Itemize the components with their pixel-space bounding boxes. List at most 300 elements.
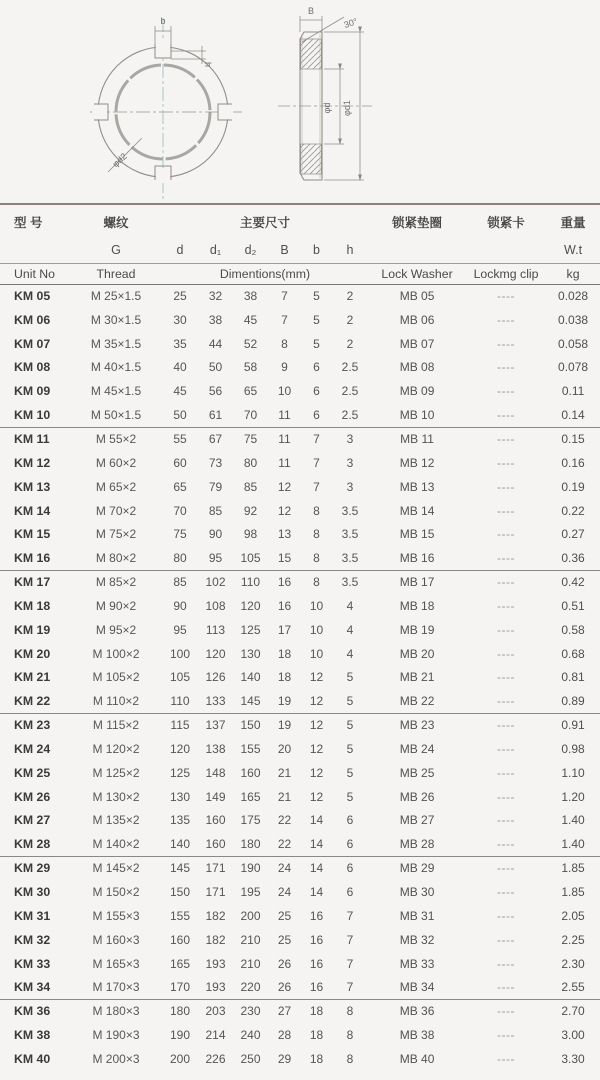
d1-cell: 108 bbox=[205, 598, 226, 613]
unit-no-cell: KM 17 bbox=[14, 575, 51, 590]
table-row bbox=[0, 928, 600, 952]
unit-no-cell: KM 11 bbox=[14, 432, 50, 447]
h-cell: 6 bbox=[346, 813, 354, 828]
thread-cell: M 125×2 bbox=[92, 765, 140, 780]
b-cell: 5 bbox=[313, 289, 320, 304]
thread-cell: M 190×3 bbox=[92, 1028, 140, 1043]
b-cell: 16 bbox=[309, 932, 324, 947]
table-row bbox=[0, 594, 600, 618]
header-dimensions-en: Dimentions(mm) bbox=[162, 263, 368, 284]
d-cell: 190 bbox=[169, 1028, 191, 1043]
d1-cell: 133 bbox=[198, 689, 233, 713]
thread-cell: M 35×1.5 bbox=[90, 336, 142, 351]
weight-cell: 0.15 bbox=[561, 432, 585, 447]
d2-cell: 65 bbox=[243, 384, 258, 399]
table-row bbox=[0, 999, 600, 1023]
weight-cell: 2.30 bbox=[561, 956, 585, 971]
d-cell: 50 bbox=[162, 403, 198, 427]
B-cell: 8 bbox=[281, 336, 288, 351]
b-cell: 12 bbox=[309, 670, 324, 685]
weight-cell: 3.30 bbox=[561, 1051, 585, 1066]
d-cell: 95 bbox=[173, 622, 187, 637]
B-cell: 24 bbox=[277, 885, 292, 900]
d1-cell: 193 bbox=[198, 975, 233, 999]
table-row bbox=[0, 785, 600, 809]
header-locking-clip-cn: 锁紧卡 bbox=[487, 215, 525, 230]
locking-clip-cell: ---- bbox=[497, 1004, 516, 1019]
B-cell: 15 bbox=[268, 546, 301, 570]
lock-washer-cell: MB 28 bbox=[368, 832, 466, 856]
d1-cell: 102 bbox=[205, 575, 226, 590]
thread-cell: M 95×2 bbox=[95, 622, 137, 637]
B-cell: 16 bbox=[277, 575, 292, 590]
unit-no-cell: KM 31 bbox=[14, 908, 51, 923]
header-empty-2 bbox=[368, 238, 466, 263]
header-row-english bbox=[0, 263, 600, 284]
lock-washer-cell: MB 32 bbox=[399, 932, 435, 947]
b-cell: 16 bbox=[309, 908, 324, 923]
d2-label: φd2 bbox=[110, 151, 129, 170]
table-row bbox=[0, 499, 600, 523]
h-cell: 3.5 bbox=[341, 503, 359, 518]
weight-cell: 0.19 bbox=[561, 479, 585, 494]
locking-clip-cell: ---- bbox=[497, 360, 516, 375]
locking-clip-cell: ---- bbox=[497, 503, 516, 518]
table-row bbox=[0, 451, 600, 475]
d2-cell: 190 bbox=[240, 861, 261, 876]
unit-no-cell: KM 21 bbox=[14, 670, 51, 685]
thread-cell: M 160×3 bbox=[92, 932, 140, 947]
locking-clip-cell: ---- bbox=[497, 455, 516, 470]
d1-cell: 182 bbox=[205, 932, 226, 947]
unit-no-cell: KM 15 bbox=[14, 527, 51, 542]
b-cell: 14 bbox=[301, 832, 332, 856]
thread-cell: M 130×2 bbox=[92, 789, 140, 804]
d1-cell: 214 bbox=[205, 1028, 226, 1043]
weight-cell: 0.14 bbox=[546, 403, 600, 427]
weight-cell: 0.51 bbox=[561, 598, 585, 613]
weight-cell: 0.11 bbox=[561, 384, 585, 399]
b-cell: 5 bbox=[313, 312, 320, 327]
unit-no-cell: KM 18 bbox=[14, 598, 51, 613]
h-cell: 4 bbox=[346, 622, 354, 637]
d1-cell: 32 bbox=[208, 289, 223, 304]
d1-cell: 44 bbox=[208, 336, 223, 351]
b-cell: 12 bbox=[309, 789, 324, 804]
lock-washer-cell: MB 19 bbox=[399, 622, 435, 637]
d1-cell: 126 bbox=[205, 670, 226, 685]
b-cell: 10 bbox=[309, 622, 324, 637]
header-b: b bbox=[313, 243, 320, 258]
B-cell: 20 bbox=[277, 741, 292, 756]
d-cell: 70 bbox=[173, 503, 187, 518]
d-cell: 125 bbox=[169, 765, 191, 780]
b-cell: 6 bbox=[301, 403, 332, 427]
B-cell: 26 bbox=[268, 975, 301, 999]
d1-cell: 90 bbox=[208, 527, 223, 542]
h-cell: 3.5 bbox=[332, 546, 368, 570]
d1-cell: 226 bbox=[205, 1051, 226, 1066]
header-thread-en: Thread bbox=[70, 263, 162, 284]
lock-washer-cell: MB 24 bbox=[399, 741, 435, 756]
d1-cell: 85 bbox=[208, 503, 223, 518]
B-cell: 11 bbox=[278, 455, 291, 470]
h-cell: 7 bbox=[346, 908, 354, 923]
header-model: 型 号 bbox=[14, 215, 43, 230]
unit-no-cell: KM 20 bbox=[14, 646, 51, 661]
b-cell: 8 bbox=[313, 527, 320, 542]
unit-no-cell: KM 30 bbox=[14, 885, 51, 900]
B-cell: 29 bbox=[277, 1051, 292, 1066]
d1-cell: 95 bbox=[198, 546, 233, 570]
thread-cell: M 110×2 bbox=[70, 689, 162, 713]
h-cell: 8 bbox=[346, 1004, 354, 1019]
h-cell: 8 bbox=[346, 1051, 354, 1066]
thread-cell: M 45×1.5 bbox=[90, 384, 142, 399]
thread-cell: M 55×2 bbox=[95, 432, 137, 447]
d2-cell: 160 bbox=[240, 765, 261, 780]
thread-cell: M 200×3 bbox=[92, 1051, 140, 1066]
table-row bbox=[0, 666, 600, 690]
locking-clip-cell: ---- bbox=[497, 908, 516, 923]
h-cell: 3 bbox=[346, 432, 354, 447]
locking-clip-cell: ---- bbox=[497, 956, 516, 971]
lock-washer-cell: MB 05 bbox=[399, 289, 435, 304]
technical-drawings bbox=[0, 0, 600, 203]
b-cell: 14 bbox=[309, 885, 324, 900]
spec-table bbox=[0, 203, 600, 1071]
d2-cell: 140 bbox=[240, 670, 261, 685]
unit-no-cell: KM 23 bbox=[14, 718, 51, 733]
d1-cell: 148 bbox=[205, 765, 226, 780]
unit-no-cell: KM 33 bbox=[14, 956, 51, 971]
unit-no-cell: KM 14 bbox=[14, 503, 51, 518]
d1-cell: 171 bbox=[205, 861, 226, 876]
lock-washer-cell: MB 17 bbox=[399, 575, 435, 590]
d2-cell: 120 bbox=[240, 598, 261, 613]
table-row bbox=[0, 880, 600, 904]
lock-washer-cell: MB 16 bbox=[368, 546, 466, 570]
d2-cell: 145 bbox=[233, 689, 268, 713]
weight-cell: 0.98 bbox=[561, 741, 585, 756]
h-cell: 2.5 bbox=[341, 384, 359, 399]
d2-cell: 52 bbox=[243, 336, 258, 351]
thread-cell: M 120×2 bbox=[92, 741, 140, 756]
angle-label: 30° bbox=[342, 16, 359, 30]
table-row bbox=[0, 356, 600, 380]
B-cell: 25 bbox=[277, 908, 292, 923]
weight-cell: 3.00 bbox=[561, 1028, 585, 1043]
locking-clip-cell: ---- bbox=[497, 813, 516, 828]
locking-clip-cell: ---- bbox=[497, 1028, 516, 1043]
header-d1: d₁ bbox=[209, 243, 222, 258]
d1-cell: 137 bbox=[205, 718, 226, 733]
B-cell: 21 bbox=[277, 789, 292, 804]
b-cell: 6 bbox=[313, 384, 320, 399]
locking-clip-cell: ---- bbox=[466, 832, 546, 856]
locking-clip-cell: ---- bbox=[497, 670, 516, 685]
d-cell: 120 bbox=[169, 741, 191, 756]
header-locking-clip-en: Lockmg clip bbox=[466, 263, 546, 284]
d-cell: 150 bbox=[169, 885, 191, 900]
h-cell: 7 bbox=[346, 932, 354, 947]
table-row bbox=[0, 332, 600, 356]
B-cell: 25 bbox=[277, 932, 292, 947]
B-cell: 28 bbox=[277, 1028, 292, 1043]
B-dimension bbox=[300, 16, 322, 32]
d-cell: 25 bbox=[173, 289, 187, 304]
B-label: B bbox=[307, 6, 315, 16]
d-cell: 115 bbox=[170, 718, 190, 733]
unit-no-cell: KM 34 bbox=[0, 975, 70, 999]
unit-no-cell: KM 05 bbox=[14, 289, 51, 304]
d2-cell: 125 bbox=[240, 622, 261, 637]
locking-clip-cell: ---- bbox=[497, 336, 516, 351]
header-h: h bbox=[346, 243, 354, 258]
header-Wt: W.t bbox=[564, 243, 583, 258]
d1-cell: 67 bbox=[208, 432, 223, 447]
unit-no-cell: KM 07 bbox=[14, 336, 51, 351]
table-row bbox=[0, 737, 600, 761]
thread-cell: M 170×3 bbox=[70, 975, 162, 999]
d2-cell: 105 bbox=[233, 546, 268, 570]
d2-cell: 70 bbox=[233, 403, 268, 427]
B-cell: 19 bbox=[268, 689, 301, 713]
side-view-drawing bbox=[272, 2, 432, 202]
weight-cell: 0.89 bbox=[546, 689, 600, 713]
table-row bbox=[0, 1023, 600, 1047]
d1-cell: 38 bbox=[208, 312, 223, 327]
header-row-symbols bbox=[0, 238, 600, 263]
b-cell: 7 bbox=[313, 455, 320, 470]
weight-cell: 1.10 bbox=[561, 765, 585, 780]
unit-no-cell: KM 29 bbox=[14, 861, 51, 876]
d2-cell: 85 bbox=[243, 479, 258, 494]
locking-clip-cell: ---- bbox=[466, 689, 546, 713]
weight-cell: 1.20 bbox=[561, 789, 585, 804]
h-cell: 6 bbox=[346, 861, 354, 876]
h-cell: 5 bbox=[346, 765, 354, 780]
d1-cell: 149 bbox=[205, 789, 226, 804]
h-cell: 4 bbox=[346, 598, 354, 613]
b-cell: 14 bbox=[309, 861, 324, 876]
weight-cell: 0.028 bbox=[558, 289, 589, 304]
table-header bbox=[0, 204, 600, 284]
lock-washer-cell: MB 31 bbox=[399, 908, 435, 923]
lock-washer-cell: MB 30 bbox=[399, 885, 435, 900]
B-cell: 21 bbox=[277, 765, 292, 780]
lock-washer-cell: MB 07 bbox=[399, 336, 435, 351]
b-cell: 7 bbox=[313, 479, 320, 494]
b-cell: 18 bbox=[309, 1051, 324, 1066]
h-cell: 7 bbox=[332, 975, 368, 999]
b-cell: 10 bbox=[309, 598, 324, 613]
locking-clip-cell: ---- bbox=[497, 718, 516, 733]
table-row bbox=[0, 403, 600, 427]
locking-clip-cell: ---- bbox=[497, 479, 516, 494]
thread-cell: M 85×2 bbox=[95, 575, 137, 590]
table-row bbox=[0, 284, 600, 308]
table-row bbox=[0, 1047, 600, 1071]
thread-cell: M 90×2 bbox=[95, 598, 137, 613]
header-unit-no: Unit No bbox=[0, 263, 70, 284]
table-row bbox=[0, 904, 600, 928]
h-cell: 3.5 bbox=[341, 575, 359, 590]
locking-clip-cell: ---- bbox=[497, 575, 516, 590]
locking-clip-cell: ---- bbox=[497, 312, 516, 327]
lock-washer-cell: MB 38 bbox=[399, 1028, 435, 1043]
lock-washer-cell: MB 13 bbox=[399, 479, 435, 494]
thread-cell: M 155×3 bbox=[92, 908, 140, 923]
header-kg: kg bbox=[546, 263, 600, 284]
b-cell: 12 bbox=[309, 741, 324, 756]
table-row bbox=[0, 379, 600, 403]
h-cell: 6 bbox=[332, 832, 368, 856]
d2-cell: 45 bbox=[243, 312, 258, 327]
table-row bbox=[0, 952, 600, 976]
lock-washer-cell: MB 18 bbox=[399, 598, 435, 613]
weight-cell: 1.85 bbox=[561, 885, 585, 900]
B-cell: 22 bbox=[277, 813, 292, 828]
lock-washer-cell: MB 22 bbox=[368, 689, 466, 713]
b-cell: 14 bbox=[309, 813, 324, 828]
unit-no-cell: KM 27 bbox=[14, 813, 51, 828]
h-cell: 5 bbox=[346, 718, 354, 733]
phi-d1-label: φd1 bbox=[342, 100, 352, 116]
h-cell: 5 bbox=[332, 689, 368, 713]
h-cell: 3 bbox=[346, 455, 354, 470]
header-B: B bbox=[280, 243, 289, 258]
lock-washer-cell: MB 06 bbox=[399, 312, 435, 327]
h-label: h bbox=[203, 62, 213, 68]
header-empty-1 bbox=[0, 238, 70, 263]
d1-cell: 171 bbox=[205, 885, 226, 900]
d2-cell: 210 bbox=[240, 932, 261, 947]
h-cell: 2.5 bbox=[341, 360, 359, 375]
d2-cell: 180 bbox=[233, 832, 268, 856]
d1-cell: 193 bbox=[205, 956, 226, 971]
B-cell: 12 bbox=[277, 503, 292, 518]
d2-cell: 155 bbox=[240, 741, 261, 756]
h-cell: 2.5 bbox=[332, 403, 368, 427]
unit-no-cell: KM 26 bbox=[14, 789, 51, 804]
B-cell: 19 bbox=[277, 718, 292, 733]
b-cell: 8 bbox=[313, 503, 320, 518]
h-cell: 2 bbox=[346, 312, 354, 327]
table-row bbox=[0, 546, 600, 570]
unit-no-cell: KM 25 bbox=[14, 765, 51, 780]
unit-no-cell: KM 28 bbox=[0, 832, 70, 856]
d-cell: 160 bbox=[169, 932, 191, 947]
d2-cell: 58 bbox=[243, 360, 258, 375]
d-cell: 145 bbox=[169, 861, 191, 876]
weight-cell: 0.91 bbox=[561, 718, 585, 733]
locking-clip-cell: ---- bbox=[497, 885, 516, 900]
d-cell: 55 bbox=[173, 432, 187, 447]
locking-clip-cell: ---- bbox=[497, 789, 516, 804]
weight-cell: 0.36 bbox=[546, 546, 600, 570]
lock-washer-cell: MB 20 bbox=[399, 646, 435, 661]
d-cell: 105 bbox=[169, 670, 191, 685]
hatch-bottom bbox=[301, 144, 322, 174]
d-cell: 100 bbox=[169, 646, 191, 661]
unit-no-cell: KM 40 bbox=[14, 1051, 51, 1066]
thread-cell: M 115×2 bbox=[92, 718, 140, 733]
weight-cell: 0.42 bbox=[561, 575, 585, 590]
thread-cell: M 50×1.5 bbox=[70, 403, 162, 427]
table-row bbox=[0, 689, 600, 713]
thread-cell: M 100×2 bbox=[92, 646, 140, 661]
B-cell: 11 bbox=[278, 432, 291, 447]
locking-clip-cell: ---- bbox=[497, 646, 516, 661]
locking-clip-cell: ---- bbox=[466, 403, 546, 427]
weight-cell: 0.58 bbox=[561, 622, 585, 637]
thread-cell: M 25×1.5 bbox=[90, 289, 142, 304]
hatch-top bbox=[301, 39, 322, 69]
d2-cell: 240 bbox=[240, 1028, 261, 1043]
locking-clip-cell: ---- bbox=[497, 741, 516, 756]
weight-cell: 0.078 bbox=[558, 360, 589, 375]
d1-cell: 73 bbox=[208, 455, 223, 470]
d2-cell: 150 bbox=[240, 718, 261, 733]
lock-washer-cell: MB 34 bbox=[368, 975, 466, 999]
locking-clip-cell: ---- bbox=[497, 1051, 516, 1066]
b-cell: 18 bbox=[309, 1004, 324, 1019]
unit-no-cell: KM 32 bbox=[14, 932, 51, 947]
h-cell: 2 bbox=[346, 289, 354, 304]
thread-cell: M 70×2 bbox=[95, 503, 137, 518]
lock-washer-cell: MB 23 bbox=[399, 718, 435, 733]
d2-cell: 130 bbox=[240, 646, 261, 661]
b-cell: 8 bbox=[301, 546, 332, 570]
thread-cell: M 40×1.5 bbox=[90, 360, 142, 375]
d2-cell: 200 bbox=[240, 908, 261, 923]
lock-washer-cell: MB 33 bbox=[399, 956, 435, 971]
d2-cell: 195 bbox=[240, 885, 261, 900]
d-cell: 110 bbox=[162, 689, 198, 713]
header-lock-washer-cn: 锁紧垫圈 bbox=[392, 215, 443, 230]
header-row-chinese bbox=[0, 204, 600, 238]
thread-cell: M 75×2 bbox=[95, 527, 137, 542]
B-cell: 18 bbox=[277, 670, 292, 685]
lock-washer-cell: MB 15 bbox=[399, 527, 435, 542]
h-cell: 3 bbox=[346, 479, 354, 494]
lock-washer-cell: MB 08 bbox=[399, 360, 435, 375]
unit-no-cell: KM 36 bbox=[14, 1004, 51, 1019]
b-cell: 16 bbox=[301, 975, 332, 999]
d1-cell: 79 bbox=[208, 479, 223, 494]
thread-cell: M 180×3 bbox=[92, 1004, 140, 1019]
d1-cell: 61 bbox=[198, 403, 233, 427]
angle-leader-line bbox=[302, 17, 344, 42]
B-cell: 22 bbox=[268, 832, 301, 856]
b-cell: 12 bbox=[309, 718, 324, 733]
B-cell: 16 bbox=[277, 598, 292, 613]
h-cell: 3.5 bbox=[341, 527, 359, 542]
lock-washer-cell: MB 14 bbox=[399, 503, 435, 518]
d1-cell: 50 bbox=[208, 360, 223, 375]
unit-no-cell: KM 12 bbox=[14, 455, 51, 470]
unit-no-cell: KM 38 bbox=[14, 1028, 51, 1043]
unit-no-cell: KM 19 bbox=[14, 622, 51, 637]
B-cell: 10 bbox=[277, 384, 292, 399]
d-cell: 155 bbox=[169, 908, 191, 923]
lock-washer-cell: MB 40 bbox=[399, 1051, 435, 1066]
lock-washer-cell: MB 09 bbox=[399, 384, 435, 399]
weight-cell: 0.68 bbox=[561, 646, 585, 661]
B-cell: 26 bbox=[277, 956, 292, 971]
thread-cell: M 165×3 bbox=[92, 956, 140, 971]
